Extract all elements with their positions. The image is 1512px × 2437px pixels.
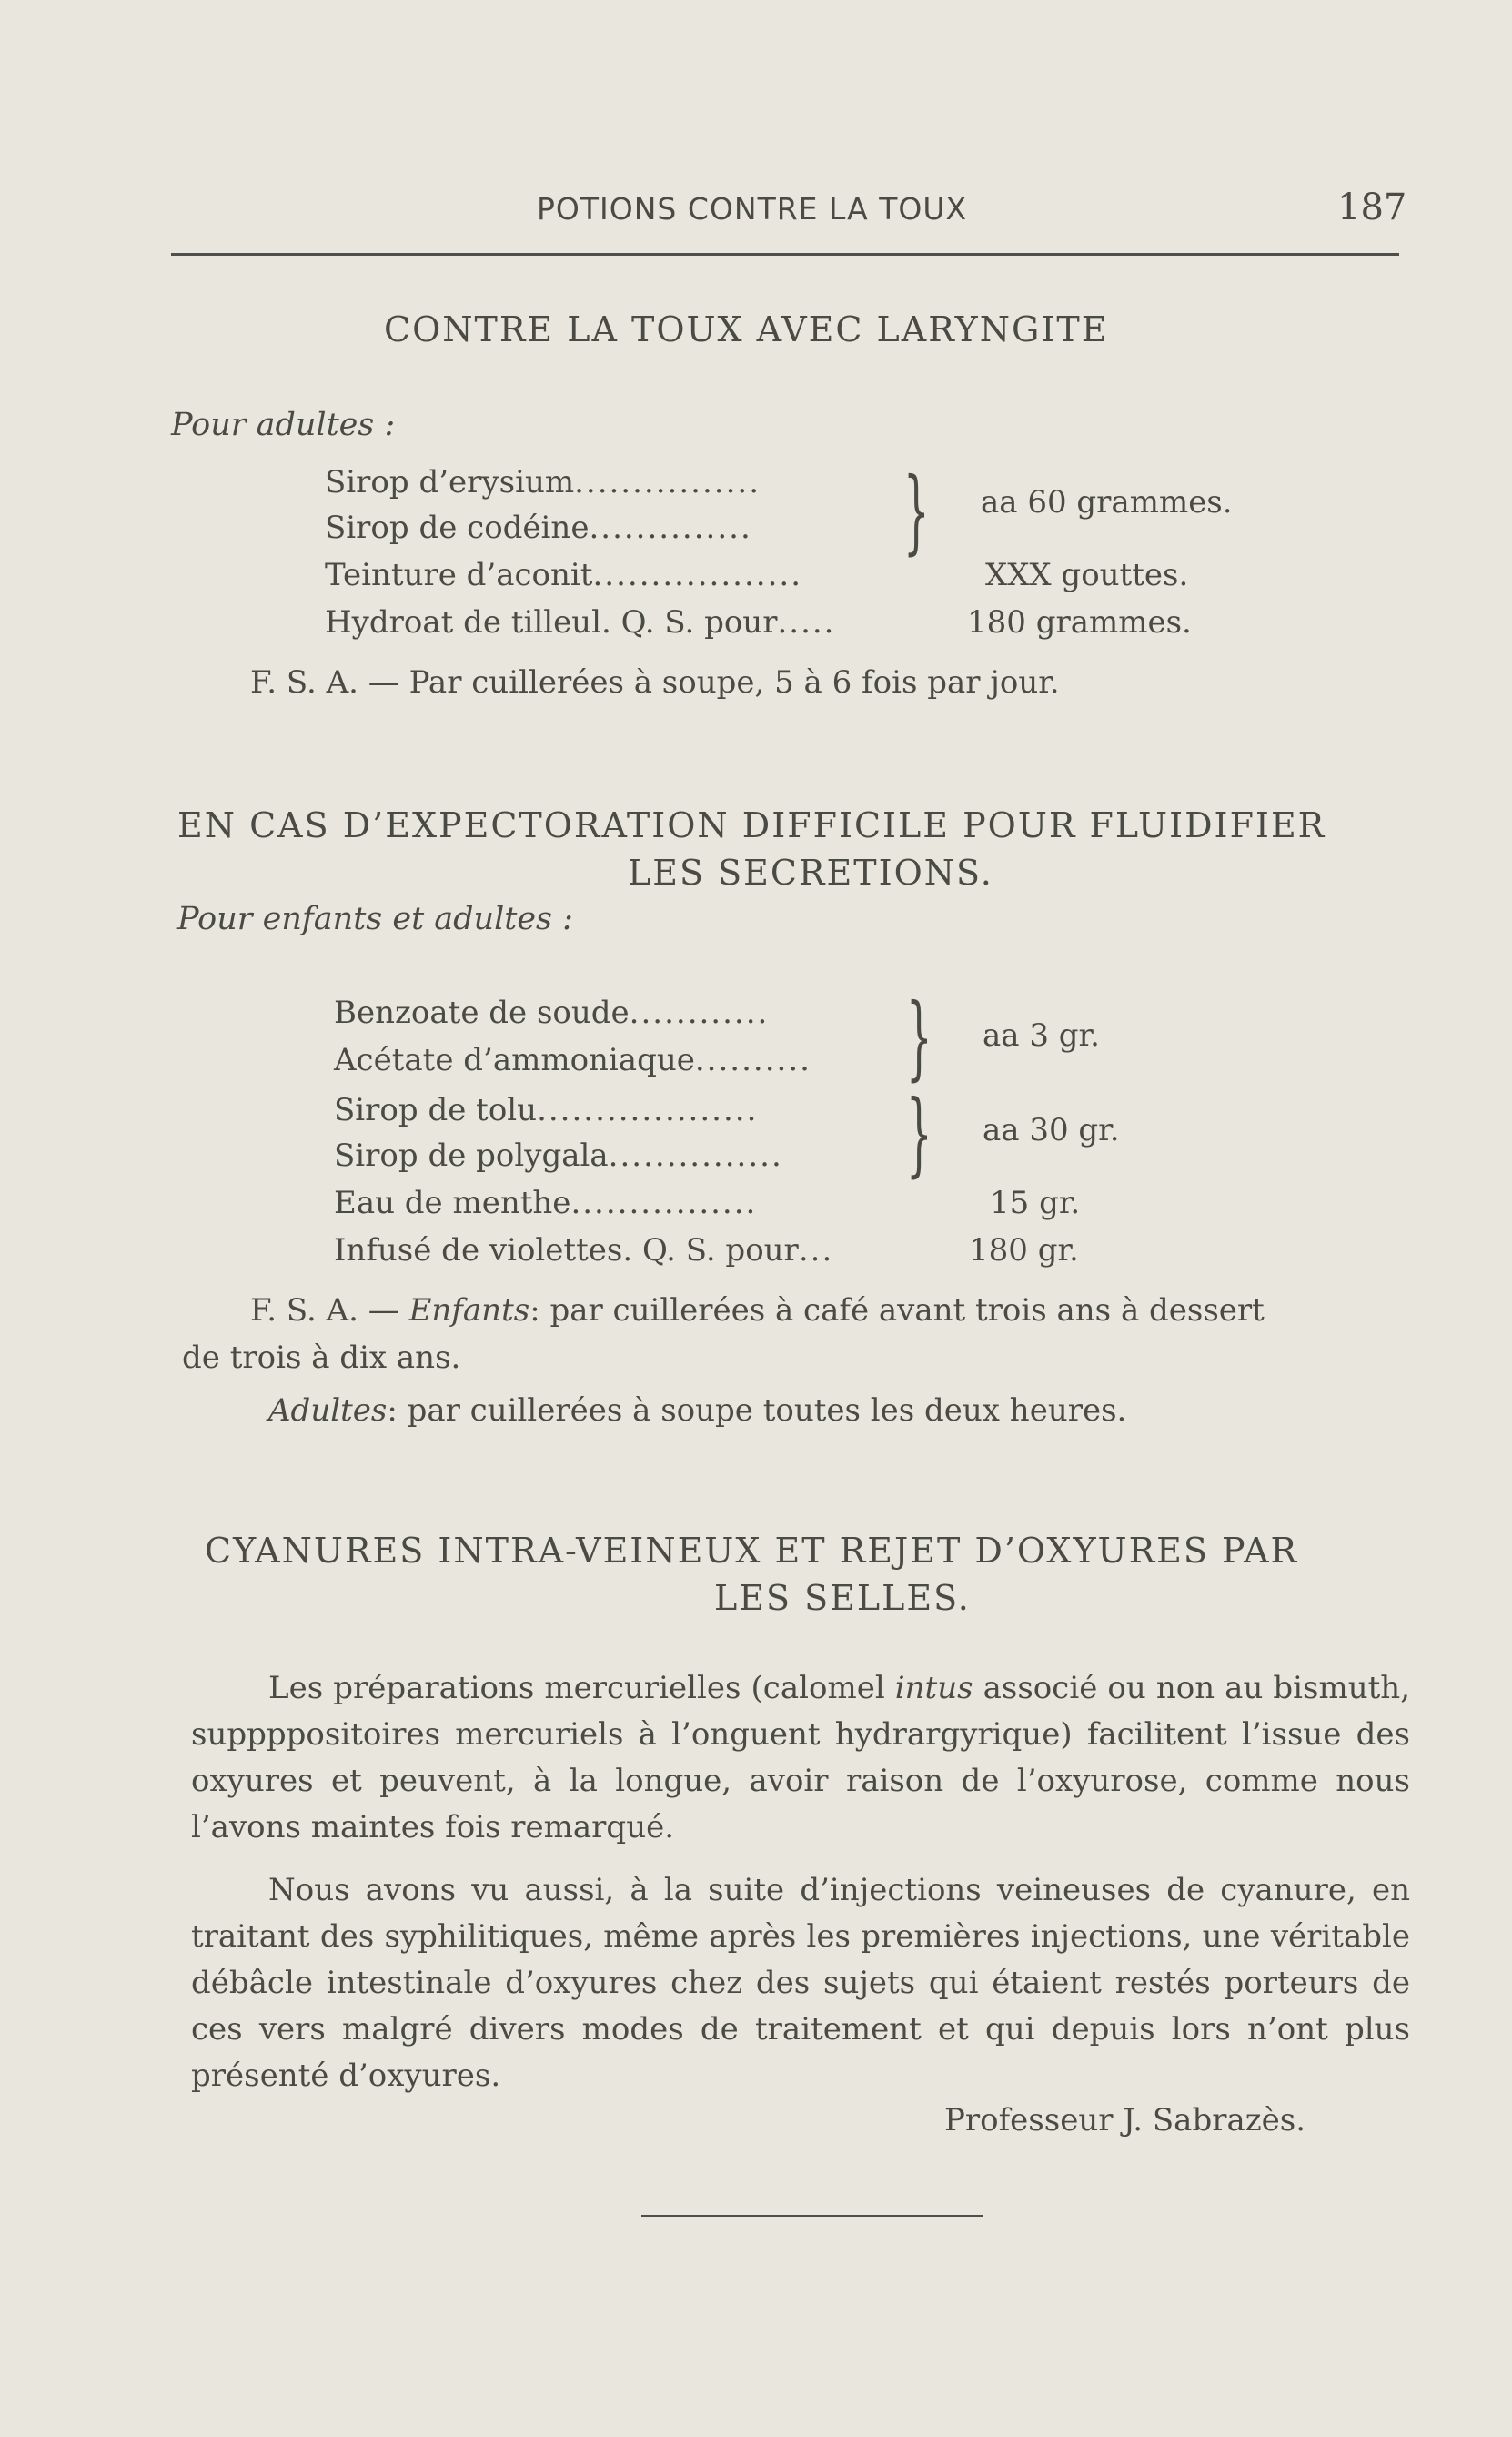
section2-item: Acétate d’ammoniaque.......... bbox=[334, 1042, 811, 1078]
section1-item: Sirop d’erysium................ bbox=[325, 464, 761, 501]
header-rule bbox=[171, 253, 1399, 256]
section2-directions-cont: de trois à dix ans. bbox=[182, 1340, 461, 1376]
section1-directions: F. S. A. — Par cuillerées à soupe, 5 à 6 fois par jour. bbox=[250, 664, 1060, 701]
section2-adultes-directions: Adultes: par cuillerées à soupe toutes les deux heures. bbox=[268, 1392, 1127, 1429]
section3-title-line2: LES SELLES. bbox=[714, 1578, 971, 1618]
signature: Professeur J. Sabrazès. bbox=[944, 2102, 1306, 2139]
section2-audience: Pour enfants et adultes : bbox=[177, 901, 573, 937]
section3-paragraph-2: Nous avons vu aussi, à la suite d’injections veineuses de cyanure, en traitant des syphilitiques, même après les premières injections, une véritable débâcle intestinale d’oxyures chez des sujets qui étaient restés porteurs de ces vers malgré divers modes de traitement et qui depuis lors n’ont plus présenté d’oxyures. bbox=[191, 1872, 1410, 2094]
section2-item: Benzoate de soude............ bbox=[334, 995, 770, 1031]
section1-grouped-dose: aa 60 grammes. bbox=[981, 484, 1233, 521]
section1-item: Teinture d’aconit.................. bbox=[325, 557, 803, 593]
section2-brace-2: } bbox=[906, 1080, 932, 1187]
closing-rule bbox=[641, 2215, 983, 2217]
section2-dose: 15 gr. bbox=[990, 1185, 1081, 1221]
section2-item: Sirop de tolu................... bbox=[334, 1092, 759, 1128]
section2-directions: F. S. A. — Enfants: par cuillerées à café avant trois ans à dessert bbox=[250, 1292, 1265, 1329]
section2-dose: 180 gr. bbox=[969, 1232, 1079, 1269]
section1-title: CONTRE LA TOUX AVEC LARYNGITE bbox=[384, 309, 1109, 349]
section2-group1-dose: aa 3 gr. bbox=[983, 1017, 1100, 1054]
section2-group2-dose: aa 30 gr. bbox=[983, 1112, 1120, 1148]
section3-title-line1: CYANURES INTRA-VEINEUX ET REJET D’OXYURES PAR bbox=[205, 1531, 1299, 1571]
section2-item: Sirop de polygala............... bbox=[334, 1138, 783, 1174]
section2-title-line2: LES SECRETIONS. bbox=[628, 853, 993, 893]
section1-item: Sirop de codéine.............. bbox=[325, 510, 752, 546]
section1-item: Hydroat de tilleul. Q. S. pour..... bbox=[325, 604, 836, 641]
section1-dose: 180 grammes. bbox=[967, 604, 1192, 641]
section2-item: Infusé de violettes. Q. S. pour... bbox=[334, 1232, 834, 1269]
section3-paragraph-1: Les préparations mercurielles (calomel intus associé ou non au bismuth, suppppositoires mercuriels à l’onguent hydrargyrique) facilitent l’issue des oxyures et peuvent, à la longue, avoir raison de l’oxyurose, comme nous l’avons maintes fois remarqué. bbox=[191, 1670, 1411, 1845]
section1-audience: Pour adultes : bbox=[171, 407, 396, 443]
section2-title-line1: EN CAS D’EXPECTORATION DIFFICILE POUR FLUIDIFIER bbox=[177, 805, 1326, 845]
page-number: 187 bbox=[1337, 187, 1407, 228]
running-title: POTIONS CONTRE LA TOUX bbox=[537, 191, 968, 227]
section1-brace: } bbox=[903, 458, 930, 564]
section2-brace-1: } bbox=[906, 984, 932, 1090]
section1-dose: XXX gouttes. bbox=[985, 557, 1189, 593]
section2-item: Eau de menthe................ bbox=[334, 1185, 758, 1221]
